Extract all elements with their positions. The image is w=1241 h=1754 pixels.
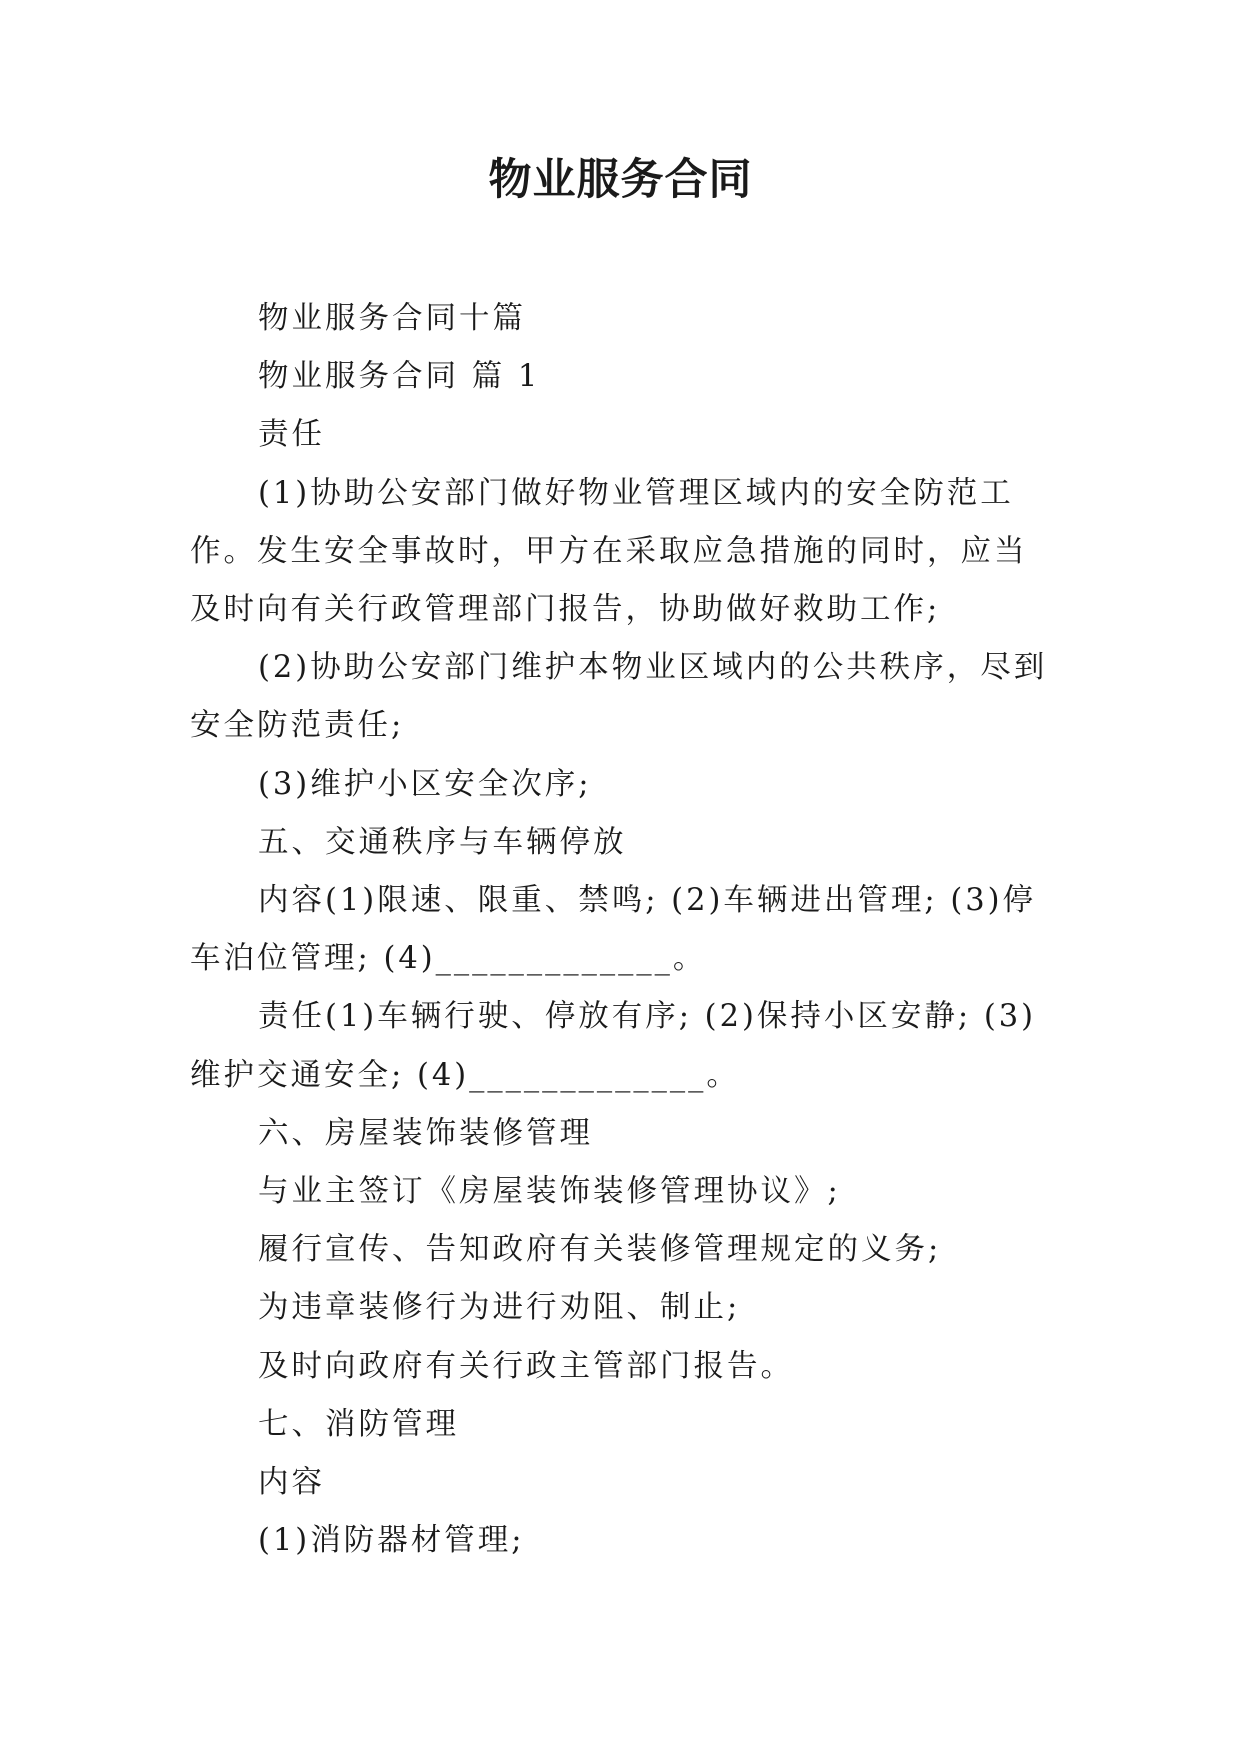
paragraph: 责任 [258, 417, 325, 453]
paragraph: (1)消防器材管理; [258, 1523, 525, 1559]
paragraph: 及时向政府有关行政主管部门报告。 [258, 1348, 794, 1384]
paragraph: 履行宣传、告知政府有关装修管理规定的义务; [258, 1232, 942, 1268]
paragraph: 内容(1)限速、限重、禁鸣; (2)车辆进出管理; (3)停车泊位管理; (4)_____________。 [190, 883, 1037, 977]
paragraph: (2)协助公安部门维护本物业区域内的公共秩序，尽到安全防范责任; [190, 650, 1048, 744]
paragraph: (1)协助公安部门做好物业管理区域内的安全防范工作。发生安全事故时，甲方在采取应急措施的同时，应当及时向有关行政管理部门报告，协助做好救助工作; [190, 475, 1028, 628]
paragraph: 与业主签订《房屋装饰装修管理协议》; [258, 1174, 841, 1210]
paragraph: (3)维护小区安全次序; [258, 766, 592, 802]
document-title: 物业服务合同 [488, 155, 753, 205]
document-body [190, 290, 1050, 1570]
section-heading: 五、交通秩序与车辆停放 [258, 824, 627, 860]
paragraph: 为违章装修行为进行劝阻、制止; [258, 1290, 741, 1326]
paragraph: 内容 [258, 1465, 325, 1501]
paragraph: 物业服务合同 篇 1 [258, 359, 541, 395]
paragraph: 责任(1)车辆行驶、停放有序; (2)保持小区安静; (3)维护交通安全; (4)_____________。 [190, 999, 1037, 1093]
paragraph: 物业服务合同十篇 [258, 301, 526, 336]
section-heading: 七、消防管理 [258, 1406, 459, 1442]
section-heading: 六、房屋装饰装修管理 [258, 1115, 593, 1151]
